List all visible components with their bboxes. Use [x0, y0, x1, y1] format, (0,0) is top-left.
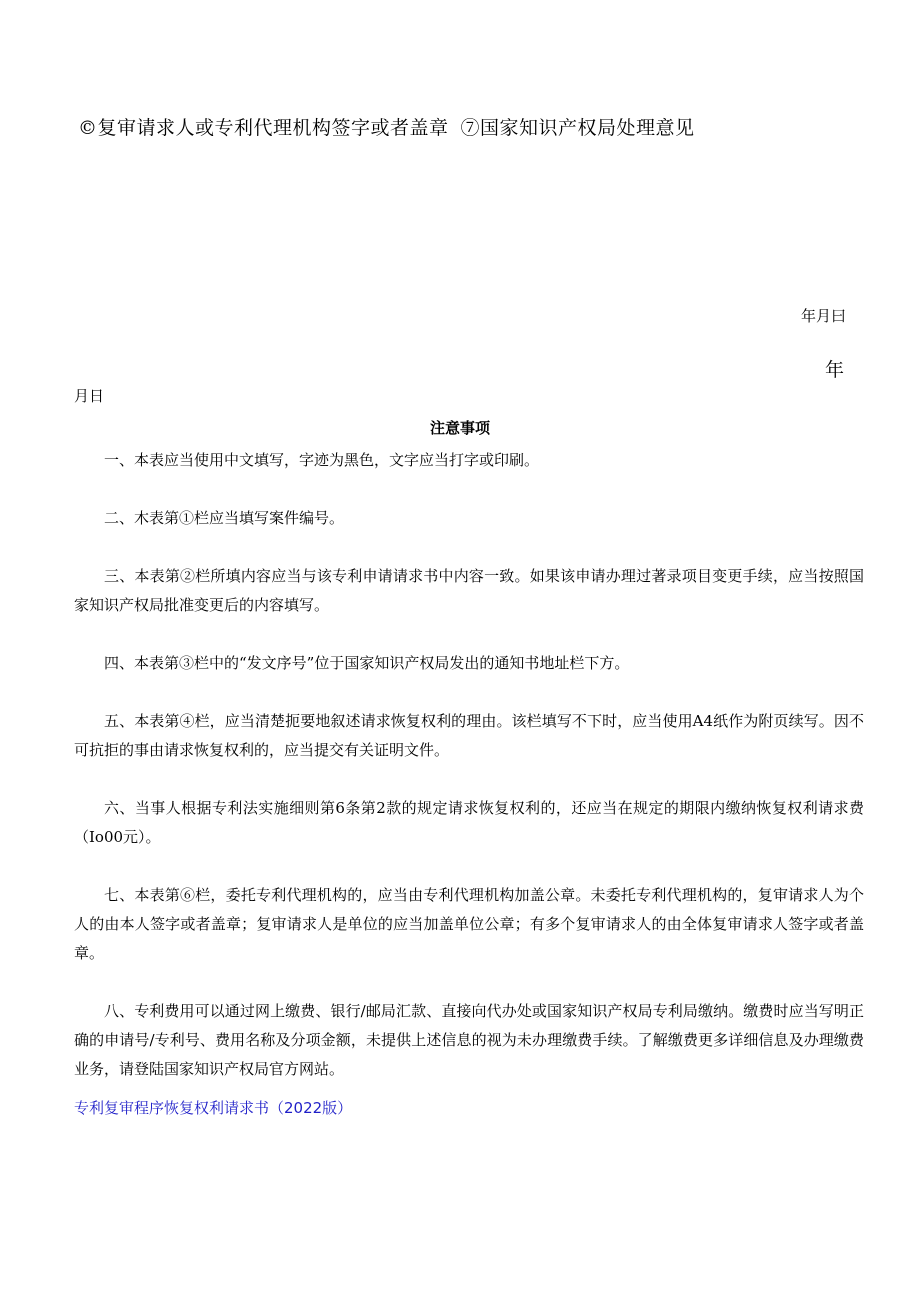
note-item-6: 六、当事人根据专利法实施细则第6条第2款的规定请求恢复权利的，还应当在规定的期限内缴纳恢复权利请求费（Io00元）。 — [74, 799, 864, 846]
notes-list — [74, 446, 864, 1084]
field6-label: ©复审请求人或专利代理机构签字或者盖章 — [78, 117, 449, 139]
note-item-8: 八、专利费用可以通过网上缴费、银行/邮局汇款、直接向代办处或国家知识产权局专利局缴纳。缴费时应当写明正确的申请号/专利号、费用名称及分项金额，未提供上述信息的视为未办理缴费手续。了解缴费更多详细信息及办理缴费业务，请登陆国家知识产权局官方网站。 — [74, 1002, 864, 1078]
field7-month-day: 月日 — [74, 387, 105, 405]
field7-year: 年 — [824, 359, 844, 381]
note-item-2: 二、木表第①栏应当填写案件编号。 — [104, 509, 345, 527]
note-item-4: 四、本表第③栏中的“发文序号”位于国家知识产权局发出的通知书地址栏下方。 — [104, 654, 630, 672]
form-title-link[interactable]: 专利复审程序恢复权利请求书（2022版） — [74, 1099, 353, 1117]
note-item-7: 七、本表第⑥栏，委托专利代理机构的，应当由专利代理机构加盖公章。未委托专利代理机构的，复审请求人为个人的由本人签字或者盖章；复审请求人是单位的应当加盖单位公章；有多个复审请求人的由全体复审请求人签字或者盖章。 — [74, 886, 864, 962]
field7-label: ⑦国家知识产权局处理意见 — [460, 117, 695, 139]
note-item-5: 五、本表第④栏，应当清楚扼要地叙述请求恢复权利的理由。该栏填写不下时，应当使用A4纸作为附页续写。因不可抗拒的事由请求恢复权利的，应当提交有关证明文件。 — [74, 712, 864, 759]
signature-fields-header — [78, 113, 695, 140]
note-item-3: 三、本表第②栏所填内容应当与该专利申请请求书中内容一致。如果该申请办理过著录项目变更手续，应当按照国家知识产权局批准变更后的内容填写。 — [74, 567, 864, 614]
note-item-1: 一、本表应当使用中文填写，字迹为黑色，文字应当打字或印刷。 — [104, 451, 540, 469]
notes-title: 注意事项 — [429, 419, 490, 437]
field6-date: 年月曰 — [800, 307, 846, 325]
